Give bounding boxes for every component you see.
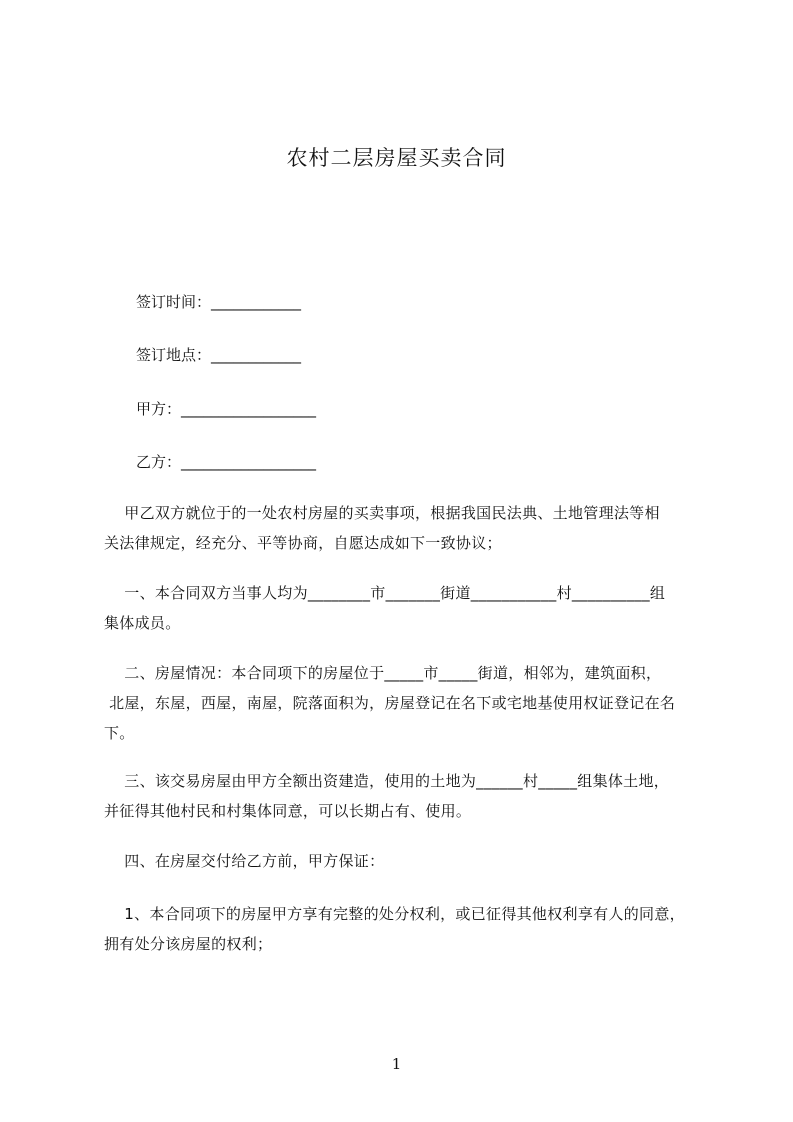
clause-4-item-1-line-2: 拥有处分该房屋的权利； bbox=[104, 935, 273, 953]
intro-paragraph bbox=[104, 498, 704, 558]
clause-2 bbox=[104, 658, 704, 748]
clause-2-line-1: 二、房屋情况：本合同项下的房屋位于_____市_____街道，相邻为，建筑面积， bbox=[104, 664, 662, 682]
clause-1-line-2: 集体成员。 bbox=[104, 614, 181, 632]
party-b-field: 乙方：__________________ bbox=[136, 453, 317, 471]
intro-line-2: 关法律规定，经充分、平等协商，自愿达成如下一致协议； bbox=[104, 534, 502, 552]
clause-1 bbox=[104, 578, 704, 638]
clause-3-line-2: 并征得其他村民和村集体同意，可以长期占有、使用。 bbox=[104, 802, 472, 820]
clause-4-line-1: 四、在房屋交付给乙方前，甲方保证： bbox=[104, 852, 385, 870]
sign-time-field: 签订时间：____________ bbox=[136, 293, 302, 311]
clause-2-line-2: 北屋，东屋，西屋，南屋，院落面积为，房屋登记在名下或宅地基使用权证登记在名 bbox=[104, 694, 676, 712]
contract-title: 农村二层房屋买卖合同 bbox=[286, 146, 507, 170]
clause-4-item-1-line-1: 1、本合同项下的房屋甲方享有完整的处分权利，或已征得其他权利享有人的同意， bbox=[104, 905, 685, 923]
clause-4 bbox=[104, 846, 704, 876]
clause-2-line-3: 下。 bbox=[104, 724, 135, 742]
clause-4-item-1 bbox=[104, 899, 704, 959]
clause-1-line-1: 一、本合同双方当事人均为________市_______街道___________村__________组 bbox=[104, 584, 666, 602]
clause-3 bbox=[104, 766, 704, 826]
intro-line-1: 甲乙双方就位于的一处农村房屋的买卖事项，根据我国民法典、土地管理法等相 bbox=[104, 504, 660, 522]
sign-place-field: 签订地点：____________ bbox=[136, 346, 302, 364]
clause-3-line-1: 三、该交易房屋由甲方全额出资建造，使用的土地为______村_____组集体土地， bbox=[104, 772, 670, 790]
page-number: 1 bbox=[391, 1055, 402, 1073]
party-a-field: 甲方：__________________ bbox=[136, 400, 317, 418]
